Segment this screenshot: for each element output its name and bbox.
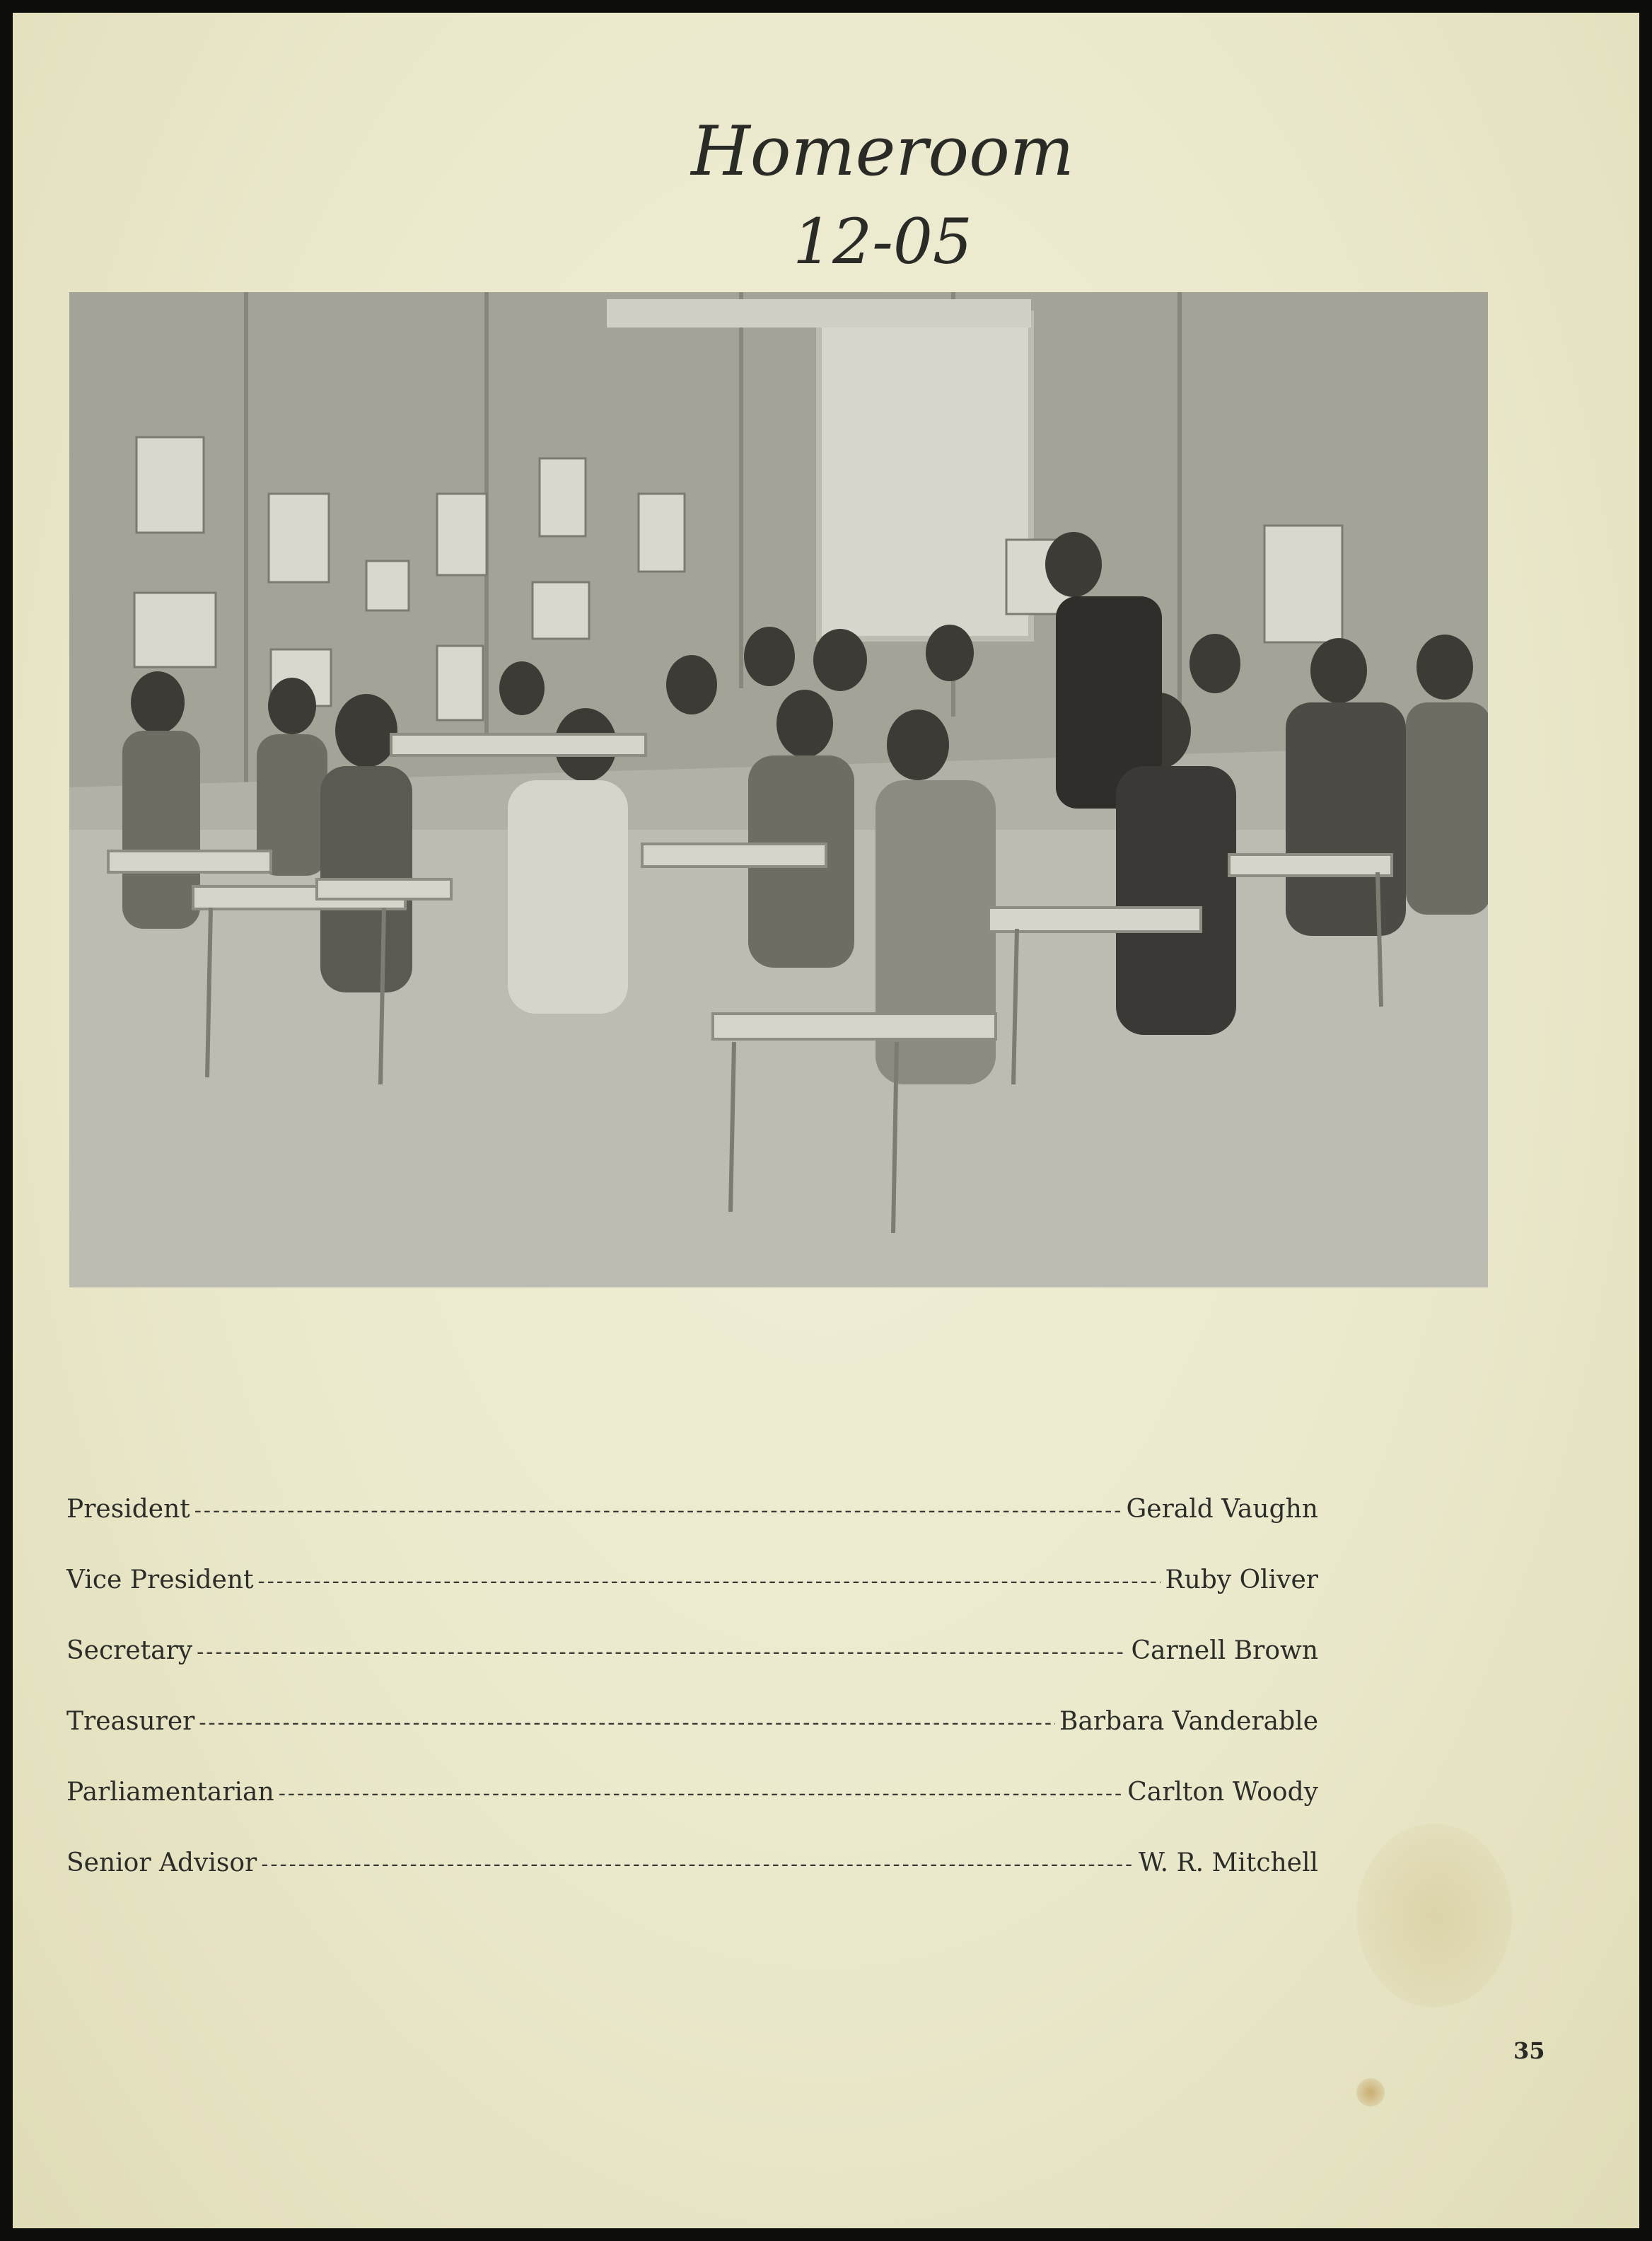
officer-role: Treasurer [66,1707,195,1736]
paper-stain [1356,1824,1512,2008]
dot-leader [194,1498,1122,1523]
officer-role: Senior Advisor [66,1848,257,1877]
officer-row-vice-president [66,1565,1318,1608]
dot-leader [279,1781,1124,1806]
officer-role: President [66,1495,190,1524]
officer-name: Gerald Vaughn [1126,1495,1318,1524]
page-title: Homeroom [691,112,1074,191]
officer-role: Parliamentarian [66,1778,274,1807]
officer-name: Carnell Brown [1131,1636,1318,1665]
homeroom-number: 12-05 [793,205,972,278]
classroom-photo-illustration [69,292,1488,1287]
officer-row-senior-advisor [66,1848,1318,1891]
page-number: 35 [1513,2037,1545,2064]
officer-row-treasurer [66,1707,1318,1749]
officer-role: Secretary [66,1636,193,1665]
dot-leader [261,1852,1134,1877]
officer-name: Carlton Woody [1127,1778,1318,1807]
dot-leader [199,1710,1055,1735]
officer-row-parliamentarian [66,1778,1318,1820]
officer-name: W. R. Mitchell [1138,1848,1318,1877]
yearbook-page [13,13,1639,2228]
paper-stain [1356,2078,1385,2107]
dot-leader [197,1640,1127,1664]
officer-role: Vice President [66,1565,254,1594]
officer-name: Ruby Oliver [1165,1565,1318,1594]
officer-row-secretary [66,1636,1318,1679]
class-group-photo [69,292,1488,1287]
officer-name: Barbara Vanderable [1059,1707,1318,1736]
officer-row-president [66,1495,1318,1537]
dot-leader [258,1569,1161,1594]
